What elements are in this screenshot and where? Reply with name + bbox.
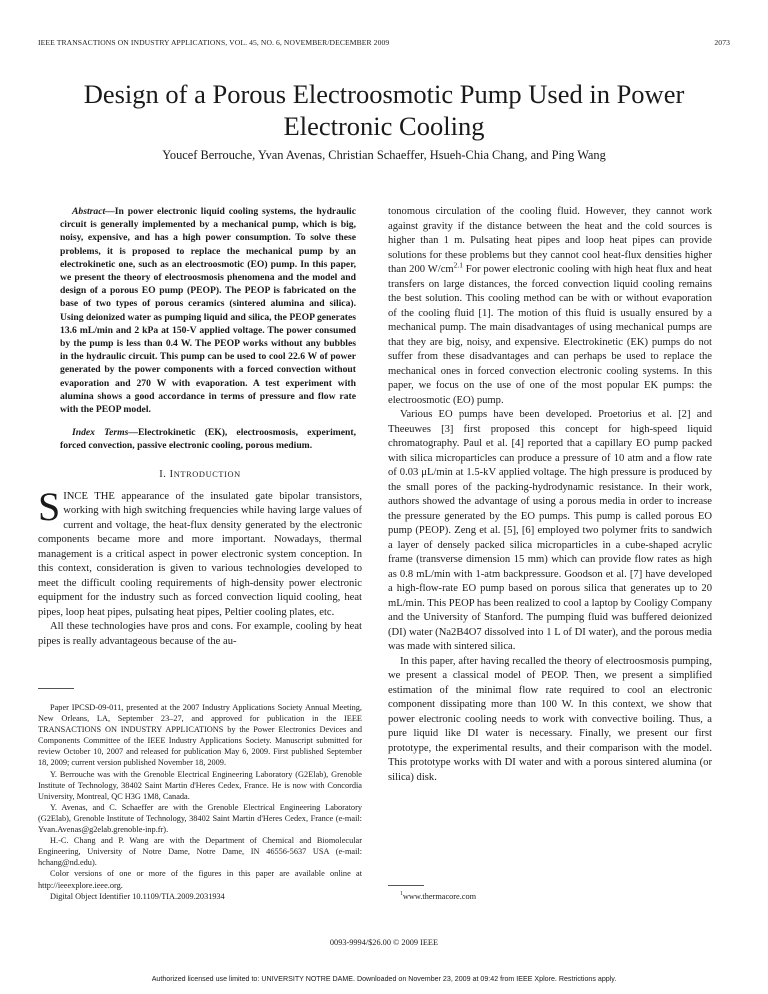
index-terms (60, 426, 356, 452)
right-paragraph-1 (388, 205, 712, 408)
intro-paragraph-2: All these technologies have pros and cons. For example, cooling by heat pipes is really advantageous because of the au- (38, 621, 362, 647)
footnote-ref-1: .1 (457, 260, 463, 270)
right-paragraph-1-cont: For power electronic cooling with high heat flux and heat transfers on large distances, the forced convection liquid cooling remains the best solution. This cooling method can be with or without evaporation of the cooling fluid [1]. The motion of this fluid is usually ensured by a mechanical pump. The main disadvantages of using mechanical pumps are that they are big, noisy, and expensive. Electrokinetic (EK) pumps do not suffer from these disadvantages and can perhaps be used to replace the mechanical ones in forced convection electronic cooling systems. In this paper, we focus on the use of one of the most popular EK pumps: the electroosmotic (EO) pump. (388, 264, 712, 406)
footnote-thermacore (388, 891, 712, 902)
footnote-color-versions: Color versions of one or more of the figures in this paper are available online at http://ieeexplore.ieee.org. (38, 869, 362, 890)
left-column (38, 205, 362, 649)
index-terms-text: Electrokinetic (EK), electroosmosis, experiment, forced convection, passive electronic cooling, porous medium. (60, 427, 356, 452)
abstract-text: In power electronic liquid cooling systems, the hydraulic circuit is generally implemented by a mechanical pump, which is big, noisy, expensive, and has a high power consumption. To solve these problems, it is proposed to replace the mechanical pump by an electrokinetic one, such as an electroosmotic (EO) pump. In this paper, we present the theory of electroosmosis phenomena and the model and design of a porous EO pump (PEOP). The PEOP is fabricated on the base of two types of porous ceramics (sintered alumina and silica). Using deionized water as pumping liquid and silica, the PEOP generates 13.6 mL/min and 2 kPa at 150-V applied voltage. The power consumed by the pump is less than 0.4 W. The PEOP works without any bubbles in the hydraulic circuit. This pump can be used to cool 22.6 W of power generated by the power components with a forced convection without evaporation and 270 W with evaporation. A test experiment with alumina shows a good accordance in terms of pressure and flow rate with the PEOP model. (60, 206, 356, 416)
intro-paragraph-1 (38, 483, 362, 621)
page-number: 2073 (714, 38, 730, 47)
footnote-divider-right (388, 885, 424, 886)
footnote-paper-info: Paper IPCSD-09-011, presented at the 2007 Industry Applications Society Annual Meeting, New Orleans, LA, September 23–27, and approved for publication in the IEEE TRANSACTIONS ON INDUSTRY APPLICATIONS by the Power Electronics Devices and Components Committee of the IEEE Industry Applications Society. Manuscript submitted for review October 10, 2007 and released for publication May 6, 2009. First published September 18, 2009; current version published November 18, 2009. (38, 703, 362, 768)
index-terms-label: Index Terms— (72, 427, 138, 439)
footnote-berrouche: Y. Berrouche was with the Grenoble Electrical Engineering Laboratory (G2Elab), Grenoble Institute of Technology, 38402 Saint Martin d'Heres Cedex, France. He is now with Concordia University, Montreal, QC H3G 1M8, Canada. (38, 769, 362, 801)
footnote-doi: Digital Object Identifier 10.1109/TIA.2009.2031934 (50, 891, 225, 901)
section-title-rest: NTRODUCTION (173, 469, 241, 479)
footnotes (38, 702, 362, 902)
footnote-divider (38, 688, 74, 689)
right-paragraph-1-text: tonomous circulation of the cooling fluid. However, they cannot work against gravity if the distance between the heat and the cold sources is higher than 1 m. Pulsating heat pipes and loop heat pipes can provide solutions for these problems but they cannot cool heat-flux densities higher than 200 W/cm (388, 206, 712, 275)
footnote-avenas-schaeffer: Y. Avenas, and C. Schaeffer are with the Grenoble Electrical Engineering Laboratory (G2Elab), Grenoble Institute of Technology, 38402 Saint Martin d'Heres Cedex, France (e-mail: Yvan.Avenas@g2elab.grenoble-inp.fr). (38, 802, 362, 835)
running-header (38, 38, 730, 50)
paper-title: Design of a Porous Electroosmotic Pump Used in Power Electronic Cooling (83, 79, 685, 141)
abstract (60, 205, 356, 416)
right-column (388, 205, 712, 785)
section-heading-introduction (38, 469, 362, 480)
issn-line: 0093-9994/$26.00 © 2009 IEEE (329, 938, 439, 947)
superscript-2: 2 (453, 260, 458, 270)
right-paragraph-3: In this paper, after having recalled the theory of electroosmosis pumping, we present a classical model of PEOP. Then, we present a simplified estimation of the minimal flow rate required to cool an electronic component dissipating more than 100 W. In this context, we show that power electronic cooling needs to work with convective boiling. Thus, a pure liquid like DI water is necessary. Finally, we present our first prototype, the experimental results, and their comparison with the model. This prototype works with DI water and with a porous sintered alumina (or silica) disk. (388, 655, 712, 783)
footnote-chang-wang: H.-C. Chang and P. Wang are with the Department of Chemical and Biomolecular Engineering, University of Notre Dame, Notre Dame, IN 46556-5637 USA (e-mail: hchang@nd.edu). (38, 836, 362, 868)
right-paragraph-2: Various EO pumps have been developed. Proetorius et al. [2] and Theeuwes [3] first proposed this concept for high-speed liquid chromatography. Paul et al. [4] reported that a capillary EO pump packed with silica microparticles can produce a pressure of 10 atm and a flow rate of 0.03 μL/min at 1.5-kV applied voltage. The high pressure is produced by the small pores of the packing-hydrodynamic resistance. In their work, authors showed the advantage of using a porous media in order to increase the pressure generated by the EO pumps. This pump is called porous EO pump (PEOP). Zeng et al. [5], [6] employed two polymer frits to sandwich a layer of densely packed silica microparticles in a cube-shaped acrylic frame (transverse dimension 15 mm) which can provide flow rates as high as 0.8 mL/min with 1-atm backpressure. Goodson et al. [7] have developed a high-flow-rate EO pump based on porous silica that generates up to 20 mL/min. This PEOP has been realized to cool a laptop by Cooligy Company and the University of Stanford. The pumping fluid was buffered deionized (DI) water (Na2B4O7 dissolved into 1 L of DI water), and the porous media was made with sintered silica. (388, 409, 712, 652)
author-list: Youcef Berrouche, Yvan Avenas, Christian Schaeffer, Hsueh-Chia Chang, and Ping Wang (162, 148, 606, 162)
footnote-mark: 1 (400, 891, 403, 898)
drop-cap: S (38, 483, 61, 529)
section-title-first: I (169, 468, 174, 480)
abstract-label: Abstract— (72, 206, 115, 217)
intro-paragraph-1-text: INCE THE appearance of the insulated gate bipolar transistors, working with high switching frequencies while having large values of current and voltage, the heat-flux density generated by the electronic components became more and more important. Nowadays, thermal management is a critical aspect in power electronic system conception. In this context, consideration is given to various technologies developed to meet the difficult cooling requirements of high-density power electronic equipment for the industry such as forced convection liquid cooling, heat pipes, loop heat pipes, pulsating heat pipes, Peltier cooling plates, etc. (38, 490, 362, 618)
journal-name: IEEE TRANSACTIONS ON INDUSTRY APPLICATIONS, VOL. 45, NO. 6, NOVEMBER/DECEMBER 2009 (38, 38, 390, 47)
footnote-url: www.thermacore.com (402, 892, 477, 901)
section-numeral: I. (159, 468, 167, 480)
license-notice: Authorized licensed use limited to: UNIVERSITY NOTRE DAME. Downloaded on November 23, 2009 at 09:42 from IEEE Xplore. Restrictions apply. (151, 975, 617, 983)
